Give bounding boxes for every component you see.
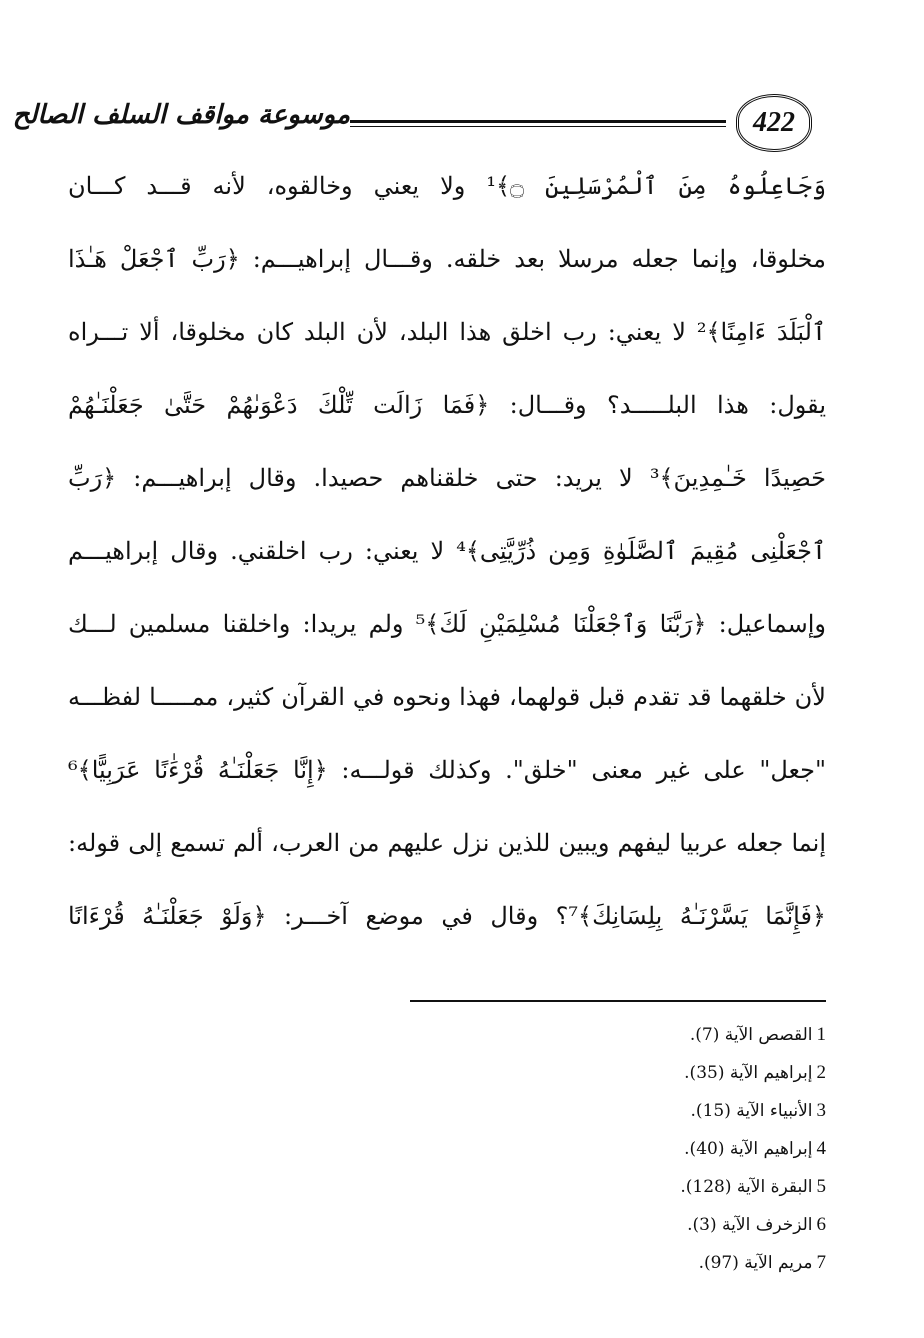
- footnote-number: 5: [816, 1176, 826, 1197]
- footnote-number: 2: [816, 1062, 826, 1083]
- text-line: يقول: هذا البلـــــد؟ وقـــال: ﴿فَمَا زَالَت تِّلْكَ دَعْوَىٰهُمْ حَتَّىٰ جَعَلْنَـٰهُمْ: [68, 391, 826, 419]
- header-rule-thin: [350, 126, 726, 127]
- footnote-number: 1: [816, 1024, 826, 1045]
- footnote-text: القصص الآية (7).: [689, 1025, 813, 1045]
- page-header: [12, 88, 826, 152]
- footnote-number: 3: [816, 1100, 826, 1121]
- footnote-text: إبراهيم الآية (40).: [684, 1139, 813, 1159]
- footnote-number: 4: [816, 1138, 826, 1159]
- footnotes: [680, 1016, 826, 1282]
- text-line: وإسماعيل: ﴿رَبَّنَا وَٱجْعَلْنَا مُسْلِمَيْنِ لَكَ﴾⁵ ولم يريدا: واخلقنا مسلمين لـــك: [68, 610, 826, 638]
- footnote-item: [680, 1130, 826, 1168]
- footnote-number: 6: [816, 1214, 826, 1235]
- text-line: حَصِيدًا خَـٰمِدِينَ﴾³ لا يريد: حتى خلقناهم حصيدا. وقال إبراهيـــم: ﴿رَبِّ: [68, 464, 826, 492]
- text-line: ﴿فَإِنَّمَا يَسَّرْنَـٰهُ بِلِسَانِكَ﴾⁷؟ وقال في موضع آخـــر: ﴿وَلَوْ جَعَلْنَـٰهُ قُرْءَانًا: [68, 902, 826, 930]
- text-line: ٱجْعَلْنِى مُقِيمَ ٱلصَّلَوٰةِ وَمِن ذُرِّيَّتِى﴾⁴ لا يعني: رب اخلقني. وقال إبراهيـــم: [68, 537, 826, 565]
- page-number: 422: [753, 107, 795, 138]
- footnote-item: [680, 1206, 826, 1244]
- footnote-item: [680, 1054, 826, 1092]
- footnote-text: مريم الآية (97).: [698, 1253, 813, 1273]
- header-rule: [350, 120, 726, 123]
- footnote-item: [680, 1168, 826, 1206]
- footnote-number: 7: [816, 1252, 826, 1273]
- footnote-text: البقرة الآية (128).: [680, 1177, 813, 1197]
- text-line: إنما جعله عربيا ليفهم ويبين للذين نزل عليهم من العرب، ألم تسمع إلى قوله:: [68, 829, 826, 857]
- footnote-text: إبراهيم الآية (35).: [684, 1063, 813, 1083]
- text-line: مخلوقا، وإنما جعله مرسلا بعد خلقه. وقـــال إبراهيـــم: ﴿رَبِّ ٱجْعَلْ هَـٰذَا: [68, 245, 826, 273]
- footnote-item: [680, 1092, 826, 1130]
- page-number-badge: [736, 94, 812, 152]
- footnote-text: الزخرف الآية (3).: [687, 1215, 813, 1235]
- text-line: ٱلْبَلَدَ ءَامِنًا﴾² لا يعني: رب اخلق هذا البلد، لأن البلد كان مخلوقا، ألا تـــراه: [68, 318, 826, 346]
- footnote-item: [680, 1244, 826, 1282]
- text-line: "جعل" على غير معنى "خلق". وكذلك قولـــه: ﴿إِنَّا جَعَلْنَـٰهُ قُرْءَٰنًا عَرَبِيًّا﴾⁶: [68, 756, 826, 784]
- book-title: موسوعة مواقف السلف الصالح: [12, 100, 350, 130]
- text-line: لأن خلقهما قد تقدم قبل قولهما، فهذا ونحوه في القرآن كثير، ممـــــا لفظـــه: [68, 683, 826, 711]
- text-line: وَجَاعِلُوهُ مِنَ ٱلْمُرْسَلِينَ ۝﴾¹ ولا يعني وخالقوه، لأنه قـــد كـــان: [68, 172, 826, 200]
- footnote-text: الأنبياء الآية (15).: [690, 1101, 813, 1121]
- main-text: [68, 150, 826, 953]
- footnote-item: [680, 1016, 826, 1054]
- footnote-separator: [410, 1000, 826, 1002]
